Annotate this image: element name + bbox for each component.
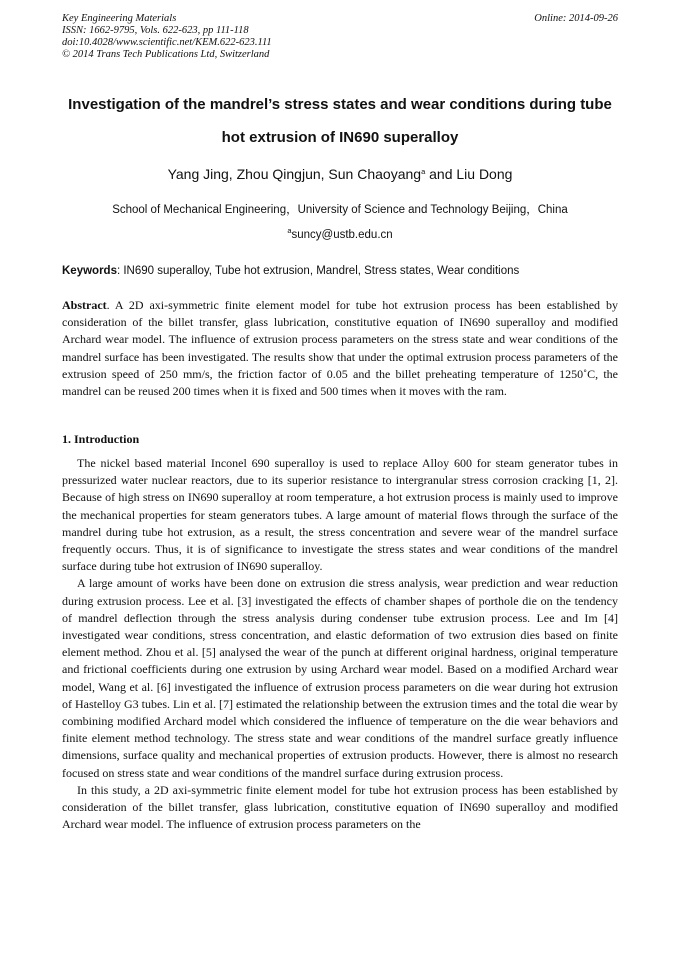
- online-date: Online: 2014-09-26: [534, 13, 618, 24]
- author-affiliation-mark: a: [421, 167, 426, 176]
- abstract: [62, 297, 618, 400]
- contact-email: [62, 228, 618, 242]
- email-address: suncy@ustb.edu.cn: [291, 229, 393, 241]
- keywords-label: Keywords: [62, 265, 117, 277]
- section-heading-introduction: 1. Introduction: [62, 432, 140, 446]
- publication-header: [62, 13, 618, 61]
- issn-line: ISSN: 1662-9795, Vols. 622-623, pp 111-118: [62, 25, 249, 36]
- email-mark: a: [287, 226, 292, 235]
- intro-paragraph-3: In this study, a 2D axi-symmetric finite element model for tube hot extrusion process has been established by consideration of the billet transfer, glass lubrication, constitutive equation of IN690 superalloy and modified Archard wear model. The influence of extrusion process parameters on the: [62, 782, 618, 832]
- keywords-text: : IN690 superalloy, Tube hot extrusion, Mandrel, Stress states, Wear conditions: [116, 265, 520, 277]
- journal-name: Key Engineering Materials: [62, 13, 177, 24]
- abstract-label: Abstract: [62, 298, 107, 312]
- author-list: [62, 165, 618, 183]
- keywords: [62, 264, 618, 278]
- intro-paragraph-1: The nickel based material Inconel 690 superalloy is used to replace Alloy 600 for steam generator tubes in pressurized water nuclear reactors, due to its superior resistance to intergranular stress corrosion cracking [1, 2]. Because of high stress on IN690 superalloy at room temperature, a hot extrusion process is mainly used to improve the mechanical properties for steam generators tubes. A large amount of material flows through the surface of the mandrel during tube hot extrusion, as a result, the stress concentration and severe wear of the mandrel surface frequently occurs. Thus, it is of significance to investigate the stress states and wear conditions of the mandrel surface during tube hot extrusion of IN690 superalloy.: [62, 456, 618, 574]
- introduction-body: [62, 455, 618, 833]
- doi-line: doi:10.4028/www.scientific.net/KEM.622-623.111: [62, 37, 272, 48]
- authors-main: Yang Jing, Zhou Qingjun, Sun Chaoyang: [167, 166, 422, 182]
- abstract-text: . A 2D axi-symmetric finite element model for tube hot extrusion process has been established by consideration of the billet transfer, glass lubrication, constitutive equation of IN690 superalloy and modified Archard wear model. The influence of extrusion process parameters on the stress state and wear conditions of the mandrel surface has been investigated. The results show that under the optimal extrusion process parameters of the extrusion speed of 250 mm/s, the friction factor of 0.05 and the billet preheating temperature of 1250˚C, the mandrel can be reused 200 times when it is fixed and 500 times when it moves with the ram.: [62, 298, 618, 399]
- paper-title: Investigation of the mandrel’s stress states and wear conditions during tube hot extrusion of IN690 superalloy: [68, 96, 612, 146]
- affiliation: School of Mechanical Engineering，University of Science and Technology Beijing，China: [112, 204, 568, 216]
- copyright-line: © 2014 Trans Tech Publications Ltd, Switzerland: [62, 49, 270, 60]
- authors-last: and Liu Dong: [425, 166, 513, 182]
- intro-paragraph-2: A large amount of works have been done on extrusion die stress analysis, wear prediction and wear reduction during extrusion process. Lee et al. [3] investigated the effects of chamber shapes of porthole die on the tendency of mandrel deflection through the stress analysis during condenser tube extrusion process. Lee and Im [4] investigated wear conditions, stress concentration, and elastic deformation of two extrusion dies based on finite element method. Zhou et al. [5] analysed the wear of the punch at different original hardness, original temperature and frictional coefficients during one extrusion by using Archard wear model. Based on a modified Archard wear model, Wang et al. [6] investigated the influence of extrusion process parameters on die wear during hot extrusion of Hastelloy G3 tubes. Lin et al. [7] estimated the relationship between the extrusion times and the total die wear by combining modified Archard model which considered the influence of temperature on the die wear behaviors and finite element method technology. The stress state and wear conditions of the mandrel surface greatly influence dimensions, surface quality and mechanical properties of extrusion products. However, there is almost no research focused on stress state and wear conditions of the mandrel surface during extrusion process.: [62, 576, 618, 780]
